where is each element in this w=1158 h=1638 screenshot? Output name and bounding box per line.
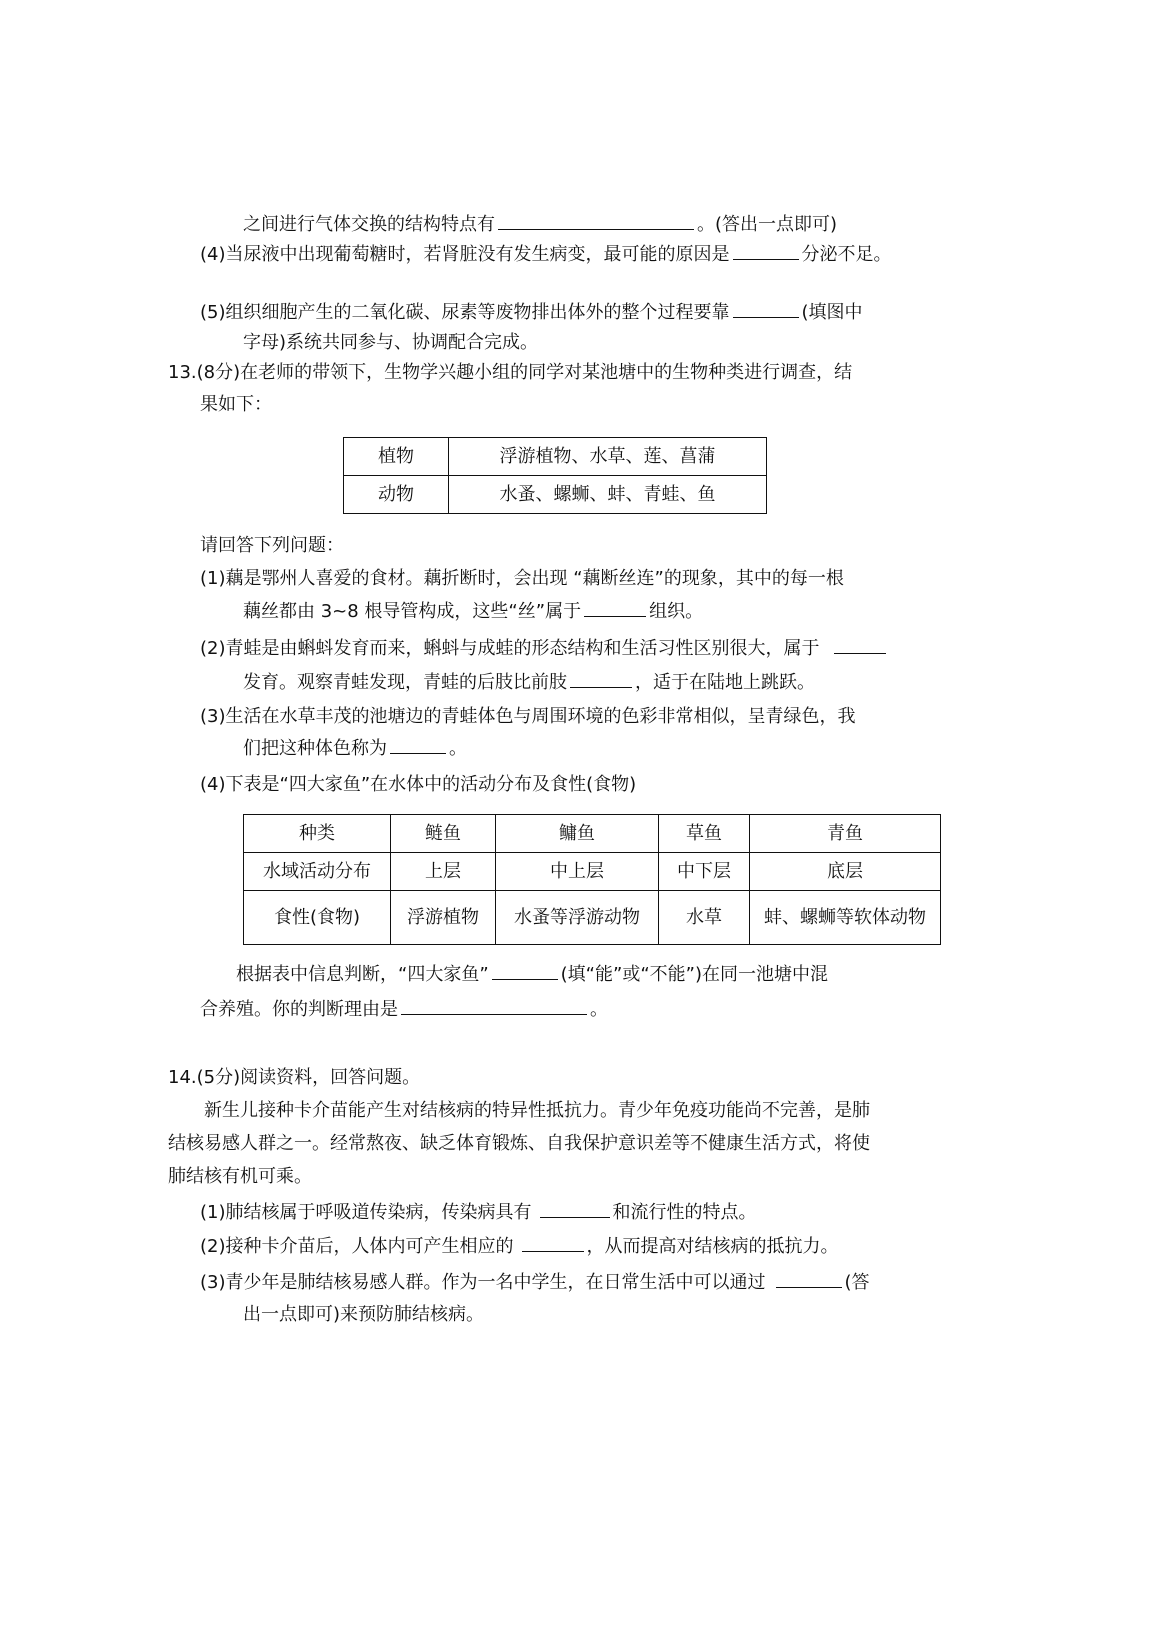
q13-3: (3)生活在水草丰茂的池塘边的青蛙体色与周围环境的色彩非常相似，呈青绿色，我 — [200, 706, 856, 727]
table-cell: 青鱼 — [750, 815, 941, 853]
table-cell: 浮游植物 — [391, 891, 496, 945]
table-row — [244, 853, 941, 891]
q13-1-cont: 藕丝都由 3~8 根导管构成，这些“丝”属于 组织。 — [243, 601, 704, 622]
q12-3-continuation: 之间进行气体交换的结构特点有 。(答出一点即可) — [243, 214, 838, 235]
table-row — [344, 476, 767, 514]
answer-blank[interactable] — [584, 600, 646, 617]
q13-3-cont: 们把这种体色称为 。 — [243, 738, 467, 759]
answer-blank[interactable] — [401, 998, 587, 1015]
organism-table — [343, 437, 767, 514]
answer-blank[interactable] — [834, 637, 886, 654]
table-cell: 水蚤等浮游动物 — [496, 891, 659, 945]
q13-prompt: 请回答下列问题： — [200, 535, 344, 556]
table-cell: 鲢鱼 — [391, 815, 496, 853]
table-cell: 草鱼 — [659, 815, 750, 853]
table-cell: 水域活动分布 — [244, 853, 391, 891]
q13-2: (2)青蛙是由蝌蚪发育而来，蝌蚪与成蛙的形态结构和生活习性区别很大，属于 — [200, 637, 889, 661]
q14-3-cont: 出一点即可)来预防肺结核病。 — [243, 1304, 485, 1325]
table-cell: 浮游植物、水草、莲、菖蒲 — [449, 438, 767, 476]
answer-blank[interactable] — [522, 1235, 584, 1252]
q12-5: (5)组织细胞产生的二氧化碳、尿素等废物排出体外的整个过程要靠 (填图中 — [200, 302, 863, 323]
q13-judge: 根据表中信息判断，“四大家鱼” (填“能”或“不能”)在同一池塘中混 — [236, 964, 829, 985]
q13-title-cont: 果如下： — [200, 394, 272, 415]
answer-blank[interactable] — [570, 671, 632, 688]
table-cell: 上层 — [391, 853, 496, 891]
table-cell: 底层 — [750, 853, 941, 891]
q13-1: (1)藕是鄂州人喜爱的食材。藕折断时，会出现 “藕断丝连”的现象，其中的每一根 — [200, 568, 844, 589]
table-cell: 中下层 — [659, 853, 750, 891]
q13-2-cont: 发育。观察青蛙发现，青蛙的后肢比前肢 ，适于在陆地上跳跃。 — [243, 672, 815, 693]
table-cell: 种类 — [244, 815, 391, 853]
q14-paragraph-3: 肺结核有机可乘。 — [168, 1166, 312, 1187]
answer-blank[interactable] — [733, 301, 799, 318]
table-cell: 水蚤、螺蛳、蚌、青蛙、鱼 — [449, 476, 767, 514]
answer-blank[interactable] — [540, 1201, 610, 1218]
q14-paragraph-2: 结核易感人群之一。经常熬夜、缺乏体育锻炼、自我保护意识差等不健康生活方式，将使 — [168, 1133, 870, 1154]
answer-blank[interactable] — [390, 737, 446, 754]
q14-title: 14.(5分)阅读资料，回答问题。 — [168, 1067, 421, 1088]
table-cell: 植物 — [344, 438, 449, 476]
q12-5-cont: 字母)系统共同参与、协调配合完成。 — [243, 332, 539, 353]
table-cell: 动物 — [344, 476, 449, 514]
answer-blank[interactable] — [492, 963, 558, 980]
q14-2: (2)接种卡介苗后，人体内可产生相应的 ，从而提高对结核病的抵抗力。 — [200, 1236, 839, 1257]
q13-judge-cont: 合养殖。你的判断理由是 。 — [200, 999, 608, 1020]
table-cell: 水草 — [659, 891, 750, 945]
table-cell: 鳙鱼 — [496, 815, 659, 853]
table-cell: 中上层 — [496, 853, 659, 891]
answer-blank[interactable] — [498, 213, 694, 230]
answer-blank[interactable] — [776, 1271, 842, 1288]
q13-title: 13.(8分)在老师的带领下，生物学兴趣小组的同学对某池塘中的生物种类进行调查，结 — [168, 362, 853, 383]
table-row — [244, 891, 941, 945]
fish-table — [243, 814, 941, 945]
table-row — [344, 438, 767, 476]
q13-4: (4)下表是“四大家鱼”在水体中的活动分布及食性(食物) — [200, 774, 637, 795]
table-cell: 蚌、螺蛳等软体动物 — [750, 891, 941, 945]
q14-paragraph-1: 新生儿接种卡介苗能产生对结核病的特异性抵抗力。青少年免疫功能尚不完善，是肺 — [204, 1100, 870, 1121]
q12-4: (4)当尿液中出现葡萄糖时，若肾脏没有发生病变，最可能的原因是 分泌不足。 — [200, 244, 892, 265]
table-row — [244, 815, 941, 853]
q14-1: (1)肺结核属于呼吸道传染病，传染病具有 和流行性的特点。 — [200, 1202, 757, 1223]
answer-blank[interactable] — [733, 243, 799, 260]
q14-3: (3)青少年是肺结核易感人群。作为一名中学生，在日常生活中可以通过 (答 — [200, 1272, 870, 1293]
table-cell: 食性(食物) — [244, 891, 391, 945]
